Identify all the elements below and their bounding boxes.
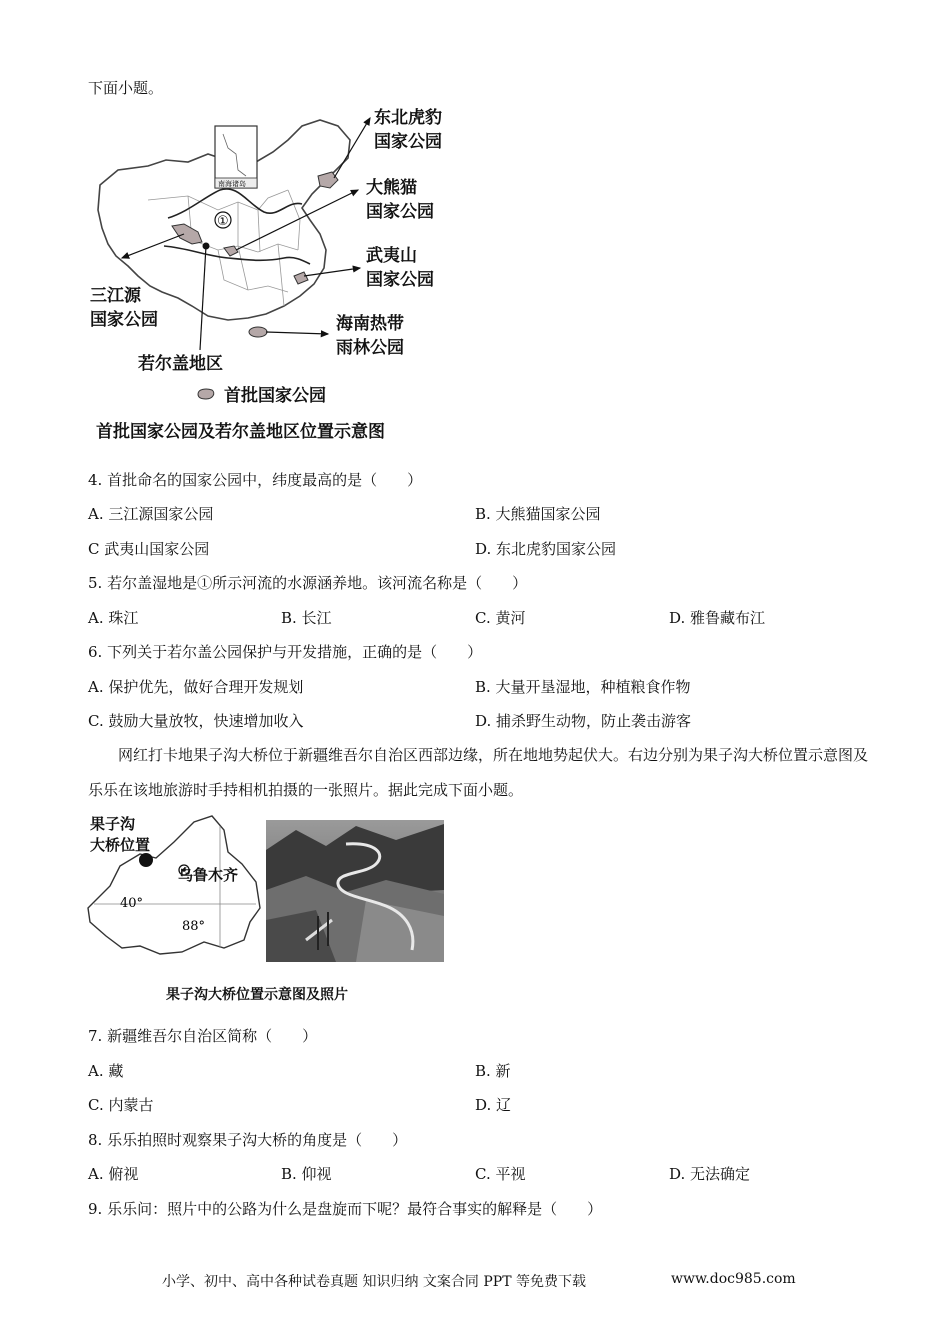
legend-swatch [196, 386, 216, 400]
q5-stem: 5. 若尔盖湿地是①所示河流的水源涵养地。该河流名称是（ ） [88, 574, 528, 592]
label-ruoergai: 若尔盖地区 [138, 354, 223, 374]
footer-text: 小学、初中、高中各种试卷真题 知识归纳 文案合同 PPT 等免费下载 [162, 1274, 586, 1290]
label-panda: 大熊猫 国家公园 [366, 178, 434, 222]
hainan-park-shape [249, 327, 267, 337]
q7-stem: 7. 新疆维吾尔自治区简称（ ） [88, 1027, 318, 1045]
q8-option-a[interactable]: A. 俯视 [88, 1165, 139, 1183]
bridge-photo [266, 820, 444, 962]
q4-option-d[interactable]: D. 东北虎豹国家公园 [475, 540, 617, 558]
q7-option-b[interactable]: B. 新 [475, 1062, 511, 1080]
q6-option-a[interactable]: A. 保护优先，做好合理开发规划 [88, 678, 304, 696]
q6-option-b[interactable]: B. 大量开垦湿地，种植粮食作物 [475, 678, 691, 696]
intro-text: 下面小题。 [88, 79, 164, 97]
q4-option-b[interactable]: B. 大熊猫国家公园 [475, 505, 601, 523]
q6-option-c[interactable]: C. 鼓励大量放牧，快速增加收入 [88, 712, 304, 730]
q6-option-d[interactable]: D. 捕杀野生动物，防止袭击游客 [475, 712, 692, 730]
q7-option-d[interactable]: D. 辽 [475, 1096, 512, 1114]
label-northeast: 东北虎豹 国家公园 [374, 108, 442, 152]
q5-option-a[interactable]: A. 珠江 [88, 609, 139, 627]
lon-label: 88° [182, 919, 206, 934]
q8-option-b[interactable]: B. 仰视 [281, 1165, 332, 1183]
inset-label: 南海诸岛 [218, 180, 246, 188]
q8-option-d[interactable]: D. 无法确定 [669, 1165, 751, 1183]
map1-caption: 首批国家公园及若尔盖地区位置示意图 [96, 422, 385, 442]
lat-label: 40° [120, 896, 144, 911]
q5-option-d[interactable]: D. 雅鲁藏布江 [669, 609, 766, 627]
q7-option-a[interactable]: A. 藏 [88, 1062, 124, 1080]
urumqi-label: 乌鲁木齐 [178, 866, 239, 884]
q5-option-c[interactable]: C. 黄河 [475, 609, 526, 627]
q8-option-c[interactable]: C. 平视 [475, 1165, 526, 1183]
label-sanjiangyuan: 三江源 国家公园 [90, 286, 158, 330]
q6-stem: 6. 下列关于若尔盖公园保护与开发措施，正确的是（ ） [88, 643, 483, 661]
q4-stem: 4. 首批命名的国家公园中，纬度最高的是（ ） [88, 471, 423, 489]
label-hainan: 海南热带 雨林公园 [336, 314, 404, 358]
bridge-location-label: 果子沟 大桥位置 [90, 815, 151, 854]
passage-text: 网红打卡地果子沟大桥位于新疆维吾尔自治区西部边缘，所在地地势起伏大。右边分别为果子沟大桥位置示意图及乐乐在该地旅游时手持相机拍摄的一张照片。据此完成下面小题。 [88, 746, 869, 799]
q7-option-c[interactable]: C. 内蒙古 [88, 1096, 154, 1114]
q4-option-a[interactable]: A. 三江源国家公园 [88, 505, 214, 523]
q5-option-b[interactable]: B. 长江 [281, 609, 332, 627]
footer-url[interactable]: www.doc985.com [671, 1271, 796, 1287]
q8-stem: 8. 乐乐拍照时观察果子沟大桥的角度是（ ） [88, 1131, 408, 1149]
q4-option-c[interactable]: C 武夷山国家公园 [88, 540, 210, 558]
marker-1: ① [217, 214, 229, 229]
label-wuyi: 武夷山 国家公园 [366, 246, 434, 290]
legend-label: 首批国家公园 [224, 386, 326, 406]
map2-caption: 果子沟大桥位置示意图及照片 [166, 987, 348, 1003]
q9-stem: 9. 乐乐问：照片中的公路为什么是盘旋而下呢？最符合事实的解释是（ ） [88, 1200, 603, 1218]
